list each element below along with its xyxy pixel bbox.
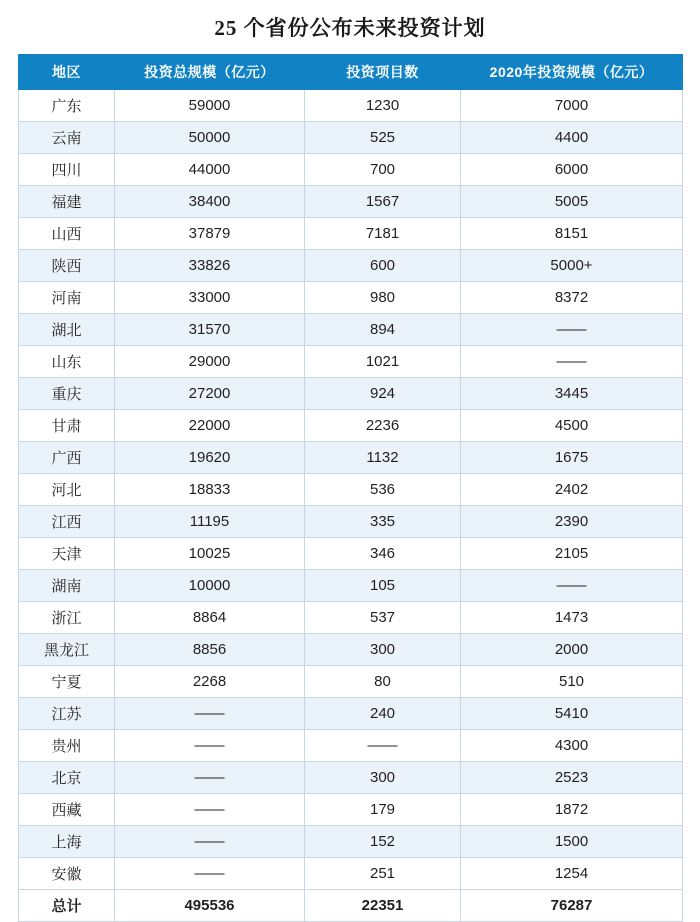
table-row [19, 602, 683, 634]
cell-2020-investment: 1254 [461, 858, 683, 890]
table-row [19, 218, 683, 250]
cell-total-investment: 29000 [115, 346, 305, 378]
cell-project-count: 22351 [305, 890, 461, 922]
table-header [19, 55, 683, 90]
cell-2020-investment: 1473 [461, 602, 683, 634]
table-row [19, 378, 683, 410]
cell-2020-investment: 8151 [461, 218, 683, 250]
cell-2020-investment: 1872 [461, 794, 683, 826]
cell-2020-investment: 2390 [461, 506, 683, 538]
cell-region: 西藏 [19, 794, 115, 826]
column-header-2020-investment: 2020年投资规模（亿元） [461, 55, 683, 90]
cell-region: 湖南 [19, 570, 115, 602]
cell-2020-investment: —— [461, 314, 683, 346]
cell-project-count: 152 [305, 826, 461, 858]
cell-project-count: 300 [305, 762, 461, 794]
cell-region: 山西 [19, 218, 115, 250]
cell-total-investment: —— [115, 858, 305, 890]
table-row [19, 794, 683, 826]
table-row [19, 730, 683, 762]
table-row [19, 154, 683, 186]
table-row-total [19, 890, 683, 922]
cell-total-investment: 22000 [115, 410, 305, 442]
cell-project-count: 300 [305, 634, 461, 666]
table-row [19, 762, 683, 794]
cell-region: 江西 [19, 506, 115, 538]
column-header-total-investment: 投资总规模（亿元） [115, 55, 305, 90]
cell-2020-investment: 4500 [461, 410, 683, 442]
cell-region: 贵州 [19, 730, 115, 762]
cell-total-investment: 33000 [115, 282, 305, 314]
cell-project-count: 251 [305, 858, 461, 890]
cell-total-investment: 33826 [115, 250, 305, 282]
cell-2020-investment: 1500 [461, 826, 683, 858]
column-header-region: 地区 [19, 55, 115, 90]
cell-region: 云南 [19, 122, 115, 154]
cell-total-investment: 10000 [115, 570, 305, 602]
cell-total-investment: 38400 [115, 186, 305, 218]
cell-region: 北京 [19, 762, 115, 794]
cell-region: 四川 [19, 154, 115, 186]
cell-project-count: 894 [305, 314, 461, 346]
cell-2020-investment: 2000 [461, 634, 683, 666]
cell-2020-investment: 3445 [461, 378, 683, 410]
cell-total-investment: 8856 [115, 634, 305, 666]
cell-total-investment: 18833 [115, 474, 305, 506]
table-row [19, 570, 683, 602]
cell-region: 安徽 [19, 858, 115, 890]
cell-project-count: 179 [305, 794, 461, 826]
column-header-project-count: 投资项目数 [305, 55, 461, 90]
cell-region: 江苏 [19, 698, 115, 730]
cell-project-count: 346 [305, 538, 461, 570]
table-row [19, 346, 683, 378]
table-row [19, 250, 683, 282]
cell-2020-investment: 2523 [461, 762, 683, 794]
cell-project-count: 1567 [305, 186, 461, 218]
cell-project-count: 1230 [305, 90, 461, 122]
cell-2020-investment: 2105 [461, 538, 683, 570]
table-row [19, 314, 683, 346]
cell-2020-investment: 1675 [461, 442, 683, 474]
cell-total-investment: —— [115, 762, 305, 794]
cell-region: 广西 [19, 442, 115, 474]
cell-total-investment: 495536 [115, 890, 305, 922]
table-row [19, 538, 683, 570]
cell-project-count: 537 [305, 602, 461, 634]
cell-total-investment: 27200 [115, 378, 305, 410]
cell-2020-investment: 6000 [461, 154, 683, 186]
cell-total-investment: 37879 [115, 218, 305, 250]
cell-2020-investment: —— [461, 570, 683, 602]
table-header-row [19, 55, 683, 90]
cell-2020-investment: —— [461, 346, 683, 378]
table-row [19, 698, 683, 730]
cell-region: 湖北 [19, 314, 115, 346]
table-row [19, 506, 683, 538]
cell-total-investment: —— [115, 698, 305, 730]
cell-2020-investment: 7000 [461, 90, 683, 122]
cell-project-count: 2236 [305, 410, 461, 442]
cell-2020-investment: 5410 [461, 698, 683, 730]
cell-total-investment: 44000 [115, 154, 305, 186]
table-row [19, 122, 683, 154]
cell-project-count: 335 [305, 506, 461, 538]
cell-region: 总计 [19, 890, 115, 922]
cell-region: 浙江 [19, 602, 115, 634]
cell-total-investment: 50000 [115, 122, 305, 154]
cell-project-count: 1132 [305, 442, 461, 474]
cell-total-investment: —— [115, 730, 305, 762]
cell-2020-investment: 76287 [461, 890, 683, 922]
table-row [19, 634, 683, 666]
cell-total-investment: 8864 [115, 602, 305, 634]
cell-region: 上海 [19, 826, 115, 858]
cell-project-count: 240 [305, 698, 461, 730]
table-row [19, 90, 683, 122]
cell-2020-investment: 510 [461, 666, 683, 698]
cell-2020-investment: 4400 [461, 122, 683, 154]
cell-region: 河南 [19, 282, 115, 314]
cell-region: 黑龙江 [19, 634, 115, 666]
table-row [19, 186, 683, 218]
table-row [19, 282, 683, 314]
table-row [19, 474, 683, 506]
cell-2020-investment: 2402 [461, 474, 683, 506]
cell-total-investment: —— [115, 826, 305, 858]
cell-total-investment: —— [115, 794, 305, 826]
cell-project-count: 1021 [305, 346, 461, 378]
cell-region: 陕西 [19, 250, 115, 282]
table-row [19, 442, 683, 474]
cell-project-count: 525 [305, 122, 461, 154]
cell-region: 宁夏 [19, 666, 115, 698]
cell-project-count: 105 [305, 570, 461, 602]
cell-project-count: 700 [305, 154, 461, 186]
table-row [19, 666, 683, 698]
cell-2020-investment: 5005 [461, 186, 683, 218]
table-row [19, 858, 683, 890]
cell-project-count: 980 [305, 282, 461, 314]
cell-project-count: —— [305, 730, 461, 762]
cell-region: 重庆 [19, 378, 115, 410]
table-body [19, 90, 683, 922]
cell-total-investment: 10025 [115, 538, 305, 570]
cell-project-count: 600 [305, 250, 461, 282]
cell-total-investment: 19620 [115, 442, 305, 474]
cell-total-investment: 59000 [115, 90, 305, 122]
cell-project-count: 536 [305, 474, 461, 506]
cell-region: 河北 [19, 474, 115, 506]
cell-total-investment: 11195 [115, 506, 305, 538]
cell-region: 甘肃 [19, 410, 115, 442]
cell-project-count: 7181 [305, 218, 461, 250]
cell-total-investment: 31570 [115, 314, 305, 346]
cell-region: 广东 [19, 90, 115, 122]
cell-region: 山东 [19, 346, 115, 378]
investment-table [18, 54, 683, 922]
cell-2020-investment: 8372 [461, 282, 683, 314]
cell-project-count: 924 [305, 378, 461, 410]
cell-total-investment: 2268 [115, 666, 305, 698]
table-row [19, 826, 683, 858]
cell-region: 天津 [19, 538, 115, 570]
cell-region: 福建 [19, 186, 115, 218]
page-title: 25 个省份公布未来投资计划 [214, 16, 486, 40]
table-row [19, 410, 683, 442]
cell-project-count: 80 [305, 666, 461, 698]
cell-2020-investment: 4300 [461, 730, 683, 762]
cell-2020-investment: 5000+ [461, 250, 683, 282]
